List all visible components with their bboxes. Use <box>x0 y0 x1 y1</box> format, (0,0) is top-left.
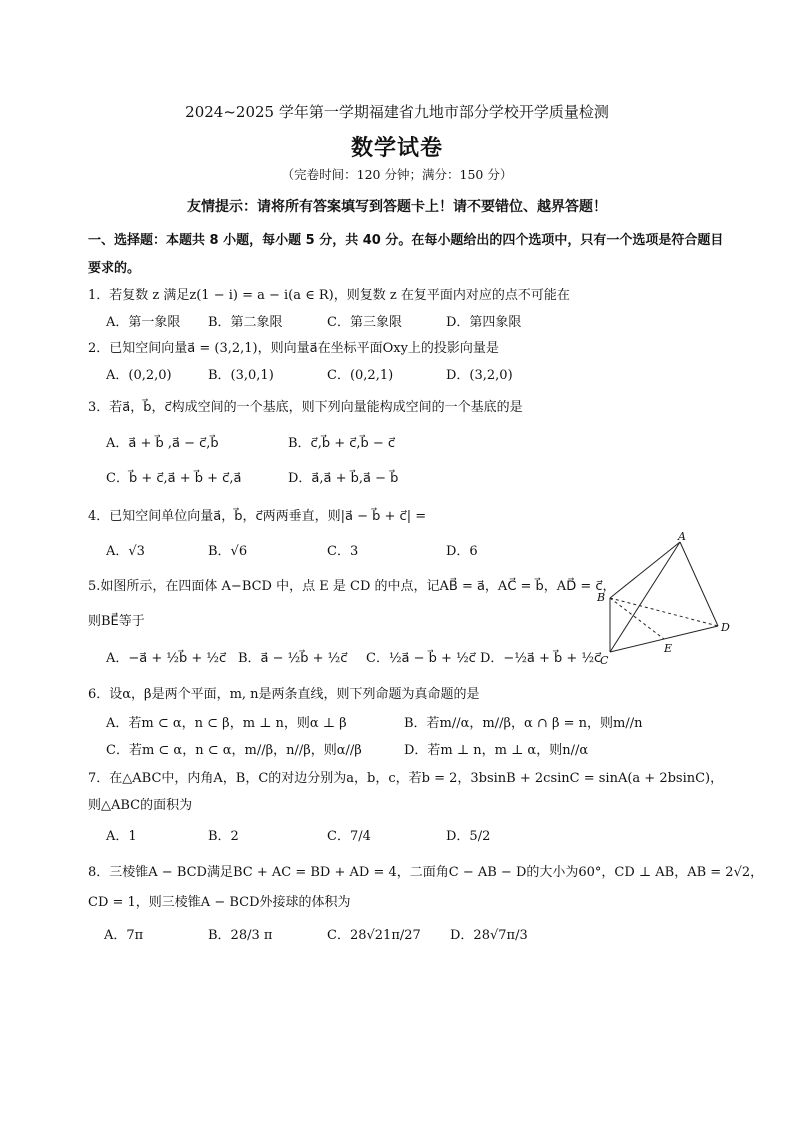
label-a: A <box>678 530 686 543</box>
q2-option-b: B．(3,0,1) <box>208 368 274 383</box>
question-8-stem: 8．三棱锥A − BCD满足BC + AC = BD + AD = 4，二面角C − AB − D的大小为60°，CD ⊥ AB，AB = 2√2， <box>88 865 764 880</box>
q8-option-a: A．7π <box>104 928 144 943</box>
q3-option-d: D．a⃗,a⃗ + b⃗,a⃗ − b⃗ <box>288 471 399 486</box>
q8-option-b: B．28/3 π <box>208 928 273 943</box>
q4-option-b: B．√6 <box>208 544 248 559</box>
edge-ad <box>680 542 718 626</box>
label-d: D <box>721 621 730 634</box>
q4-option-d: D．6 <box>446 544 478 559</box>
question-5-stem-cont: 则BE⃗等于 <box>88 614 145 629</box>
q4-option-c: C．3 <box>327 544 359 559</box>
q7-option-a: A．1 <box>106 829 137 844</box>
exam-subtitle: （完卷时间：120 分钟；满分：150 分） <box>281 167 513 182</box>
label-b: B <box>597 591 606 604</box>
exam-title-line1: 2024~2025 学年第一学期福建省九地市部分学校开学质量检测 <box>185 103 609 121</box>
q6-option-d: D．若m ⊥ n，m ⊥ α，则n//α <box>404 743 589 758</box>
edge-ac <box>610 542 680 652</box>
question-2-stem: 2．已知空间向量a⃗ = (3,2,1)，则向量a⃗在坐标平面Oxy上的投影向量是 <box>88 341 499 356</box>
q2-option-a: A．(0,2,0) <box>106 368 172 383</box>
q5-option-c: C．½a⃗ − b⃗ + ½c⃗ <box>366 651 476 666</box>
q7-option-c: C．7/4 <box>327 829 371 844</box>
q1-option-c: C．第三象限 <box>327 315 402 330</box>
question-6-stem: 6．设α，β是两个平面，m, n是两条直线，则下列命题为真命题的是 <box>88 687 480 702</box>
q2-option-c: C．(0,2,1) <box>327 368 394 383</box>
question-7-stem-cont: 则△ABC的面积为 <box>88 798 193 813</box>
tetrahedron-figure <box>594 530 744 670</box>
q3-option-c: C．b⃗ + c⃗,a⃗ + b⃗ + c⃗,a⃗ <box>106 471 242 486</box>
edge-bd-hidden <box>610 598 718 626</box>
segment-be-hidden <box>610 598 664 639</box>
q7-option-d: D．5/2 <box>446 829 491 844</box>
section-heading: 一、选择题：本题共 8 小题，每小题 5 分，共 40 分。在每小题给出的四个选项中，只有一个选项是符合题目要求的。 <box>88 233 724 276</box>
exam-title: 数学试卷 <box>350 135 443 161</box>
q6-option-c: C．若m ⊂ α，n ⊂ α，m//β，n//β，则α//β <box>106 743 362 758</box>
q5-option-d: D．−½a⃗ + b⃗ + ½c⃗ <box>480 651 602 666</box>
question-8-stem-cont: CD = 1，则三棱锥A − BCD外接球的体积为 <box>88 895 351 910</box>
q1-option-b: B．第二象限 <box>208 315 283 330</box>
label-c: C <box>600 654 609 667</box>
q5-option-b: B．a⃗ − ½b⃗ + ½c⃗ <box>238 651 348 666</box>
question-4-stem: 4．已知空间单位向量a⃗，b⃗，c⃗两两垂直，则|a⃗ − b⃗ + c⃗| = <box>88 509 427 524</box>
q1-option-d: D．第四象限 <box>446 315 522 330</box>
q6-option-b: B．若m//α，m//β，α ∩ β = n，则m//n <box>404 716 643 731</box>
q8-option-c: C．28√21π/27 <box>327 928 421 943</box>
q1-option-a: A．第一象限 <box>106 315 181 330</box>
question-7-stem: 7．在△ABC中，内角A，B，C的对边分别为a，b，c，若b = 2，3bsinB + 2csinC = sinA(a + 2bsinC)， <box>88 771 724 786</box>
q6-option-a: A．若m ⊂ α，n ⊂ β，m ⊥ n，则α ⊥ β <box>106 716 347 731</box>
q3-option-a: A．a⃗ + b⃗ ,a⃗ − c⃗,b⃗ <box>106 436 219 451</box>
label-e: E <box>664 642 673 655</box>
question-1-stem: 1．若复数 z 满足z(1 − i) = a − i(a ∈ R)，则复数 z 在复平面内对应的点不可能在 <box>88 288 570 303</box>
q4-option-a: A．√3 <box>106 544 145 559</box>
q5-option-a: A．−a⃗ + ½b⃗ + ½c⃗ <box>106 651 227 666</box>
q3-option-b: B．c⃗,b⃗ + c⃗,b⃗ − c⃗ <box>288 436 396 451</box>
edge-ab <box>610 542 680 598</box>
q8-option-d: D．28√7π/3 <box>450 928 528 943</box>
q2-option-d: D．(3,2,0) <box>446 368 513 383</box>
q7-option-b: B．2 <box>208 829 239 844</box>
question-5-stem: 5.如图所示，在四面体 A−BCD 中，点 E 是 CD 的中点，记AB⃗ = a⃗，AC⃗ = b⃗，AD⃗ = c⃗， <box>88 579 616 594</box>
question-3-stem: 3．若a⃗，b⃗，c⃗构成空间的一个基底，则下列向量能构成空间的一个基底的是 <box>88 400 523 415</box>
friendly-tip: 友情提示：请将所有答案填写到答题卡上！请不要错位、越界答题！ <box>187 199 607 215</box>
